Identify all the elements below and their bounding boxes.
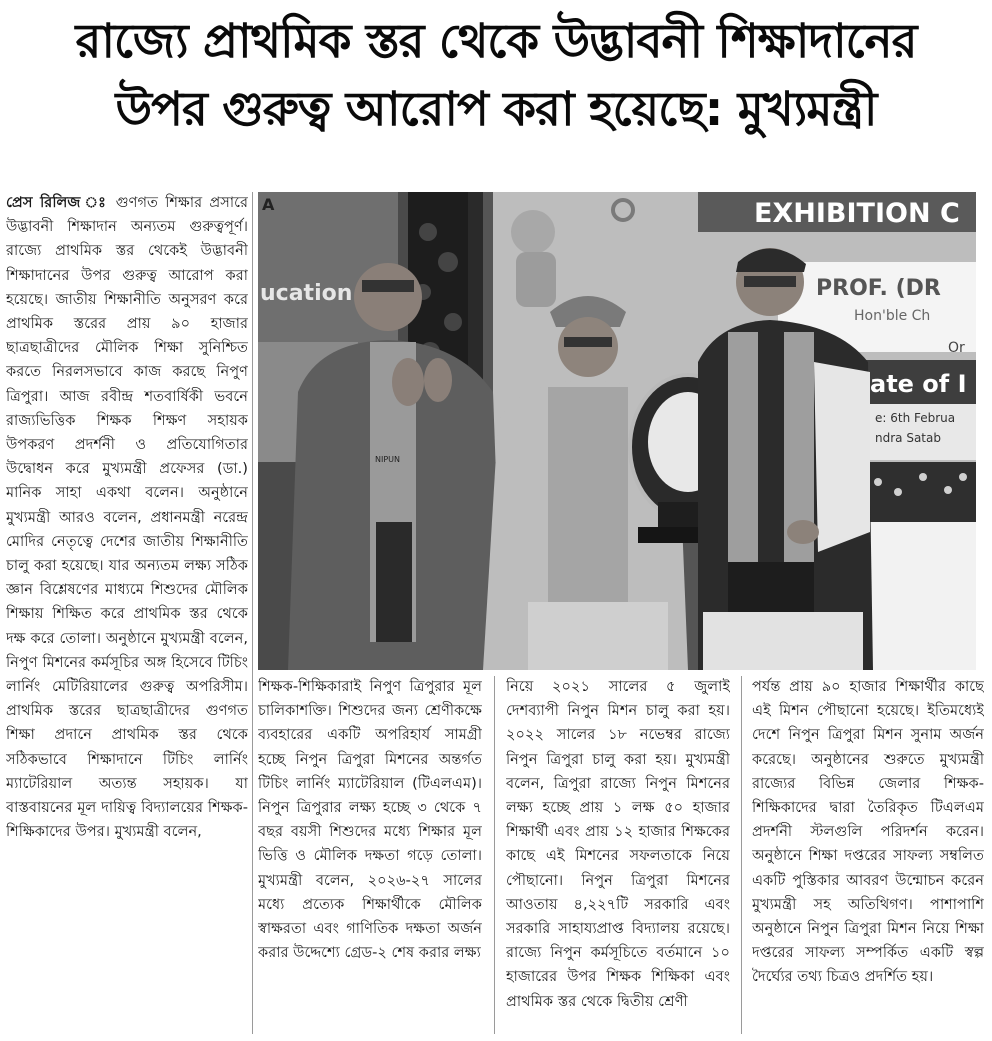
left-banner-text: ucation [260,281,353,306]
article-column-3: নিয়ে ২০২১ সালের ৫ জুলাই দেশব্যাপী নিপুন মিশন চালু করা হয়। ২০২২ সালের ১৮ নভেম্বর রাজ্যে নিপুন ত্রিপুরা চালু করা হয়। মুখ্যমন্ত্রী বলেন, ত্রিপুরা রাজ্যে নিপুন মিশনের লক্ষ্য হচ্ছে প্রায় ১ লক্ষ ৫০ হাজার শিক্ষার্থী এবং প্রায় ১২ হাজার শিক্ষকের কাছে এই মিশনের সফলতাকে নিয়ে পৌছানো। নিপুন ত্রিপুরা মিশনের আওতায় ৪,২২৭টি সরকারি এবং সরকারি সাহায্যপ্রাপ্ত বিদ্যালয় রয়েছে। রাজ্যে নিপুন কর্মসূচিতে বর্তমানে ১০ হাজারের উপর শিক্ষক শিক্ষিকা এবং প্রাথমিক স্তর থেকে দ্বিতীয় শ্রেণী [506,678,730,1010]
column-divider-2 [494,676,495,1034]
banner-org: Or [948,340,965,356]
banner-name: PROF. (DR [816,276,941,301]
headline-line-1: রাজ্যে প্রাথমিক স্তর থেকে উদ্ভাবনী শিক্ষাদানের [75,14,917,69]
banner-venue: ndra Satab [875,431,941,445]
column-divider-3 [741,676,742,1034]
left-banner-letter: A [262,195,275,214]
banner-state: ate of I [870,370,967,398]
stole-text-left: NIPUN [375,455,401,464]
headline-line-2: উপর গুরুত্ব আরোপ করা হয়েছে: মুখ্যমন্ত্রী [115,82,877,137]
banner-role: Hon'ble Ch [854,308,931,324]
event-photo [258,192,976,670]
article-column-1-text: গুণগত শিক্ষার প্রসারে উদ্ভাবনী শিক্ষাদান অন্যতম গুরুত্বপূর্ণ। রাজ্যে প্রাথমিক স্তর থেকেই উদ্ভাবনী শিক্ষাদানের উপর গুরুত্ব আরোপ করা হয়েছে। জাতীয় শিক্ষানীতি অনুসরণ করে প্রাথমিক স্তরের প্রায় ৯০ হাজার ছাত্রছাত্রীদের মৌলিক শিক্ষা সুনিশ্চিত করতে নিরলসভাবে কাজ করছে নিপুণ ত্রিপুরা। আজ রবীন্দ্র শতবার্ষিকী ভবনে রাজ্যভিত্তিক শিক্ষক শিক্ষণ সহায়ক উপকরণ প্রদর্শনী ও প্রতিযোগিতার উদ্বোধন করে মুখ্যমন্ত্রী প্রফেসর (ডা.) মানিক সাহা একথা বলেন। অনুষ্ঠানে মুখ্যমন্ত্রী আরও বলেন, প্রধানমন্ত্রী নরেন্দ্র মোদির নেতৃত্বে দেশের জাতীয় শিক্ষানীতি চালু করা হয়েছে। যার অন্যতম লক্ষ্য সঠিক জ্ঞান বিশ্লেষণের মাধ্যমে শিশুদের মৌলিক শিক্ষায় শিক্ষিত করে প্রাথমিক স্তর থেকে দক্ষ করে তোলা। অনুষ্ঠানে মুখ্যমন্ত্রী বলেন, নিপুণ মিশনের কর্মসূচির অঙ্গ হিসেবে টিচিং লার্নিং মেটিরিয়ালের গুরুত্ব অপরিসীম। প্রাথমিক স্তরের ছাত্রছাত্রীদের গুণগত শিক্ষা প্রদানে প্রাথমিক স্তর থেকে সঠিকভাবে শিক্ষাদানে টিচিং লার্নিং ম্যাটেরিয়াল অত্যন্ত সহায়ক। যা বাস্তবায়নের মূল দায়িত্ব বিদ্যালয়ের শিক্ষক-শিক্ষিকাদের উপর। মুখ্যমন্ত্রী বলেন, [6,194,248,841]
exhibition-banner-title: EXHIBITION C [754,198,960,229]
banner-date: e: 6th Februa [875,411,956,425]
press-release-dateline: প্রেস রিলিজ ঃ [6,194,109,211]
article-column-4: পর্যন্ত প্রায় ৯০ হাজার শিক্ষার্থীর কাছে এই মিশন পৌছানো হয়েছে। ইতিমধ্যেই দেশে নিপুন ত্রিপুরা মিশন সুনাম অর্জন করেছে। অনুষ্ঠানের শুরুতে মুখ্যমন্ত্রী রাজ্যের বিভিন্ন জেলার শিক্ষক-শিক্ষিকাদের দ্বারা তৈরিকৃত টিএলএম প্রদর্শনী স্টলগুলি পরিদর্শন করেন। অনুষ্ঠানে শিক্ষা দপ্তরের সাফল্য সম্বলিত একটি পুস্তিকার আবরণ উন্মোচন করেন মুখ্যমন্ত্রী সহ অতিথিগণ। পাশাপাশি অনুষ্ঠানে নিপুন ত্রিপুরা মিশন নিয়ে শিক্ষা দপ্তরের সাফল্য সম্পর্কিত একটি স্বল্প দৈর্ঘ্যের তথ্য চিত্রও প্রদর্শিত হয়। [752,678,984,986]
article-column-2: শিক্ষক-শিক্ষিকারাই নিপুণ ত্রিপুরার মূল চালিকাশক্তি। শিশুদের জন্য শ্রেণীকক্ষে ব্যবহারের একটি অপরিহার্য সামগ্রী হচ্ছে নিপুন ত্রিপুরা মিশনের অন্তর্গত টিচিং লার্নিং ম্যাটেরিয়াল (টিএলএম)। নিপুন ত্রিপুরার লক্ষ্য হচ্ছে ৩ থেকে ৭ বছর বয়সী শিশুদের মধ্যে শিক্ষার মূল ভিত্তি ও মৌলিক দক্ষতা গড়ে তোলা। মুখ্যমন্ত্রী বলেন, ২০২৬-২৭ সালের মধ্যে প্রত্যেক শিক্ষার্থীকে মৌলিক স্বাক্ষরতা এবং গাণিতিক দক্ষতা অর্জন করার উদ্দেশ্যে গ্রেড-২ শেষ করার লক্ষ্য [258,678,482,962]
article-column-1 [6,191,248,1034]
headline [6,8,986,144]
column-divider-left [252,192,253,1034]
